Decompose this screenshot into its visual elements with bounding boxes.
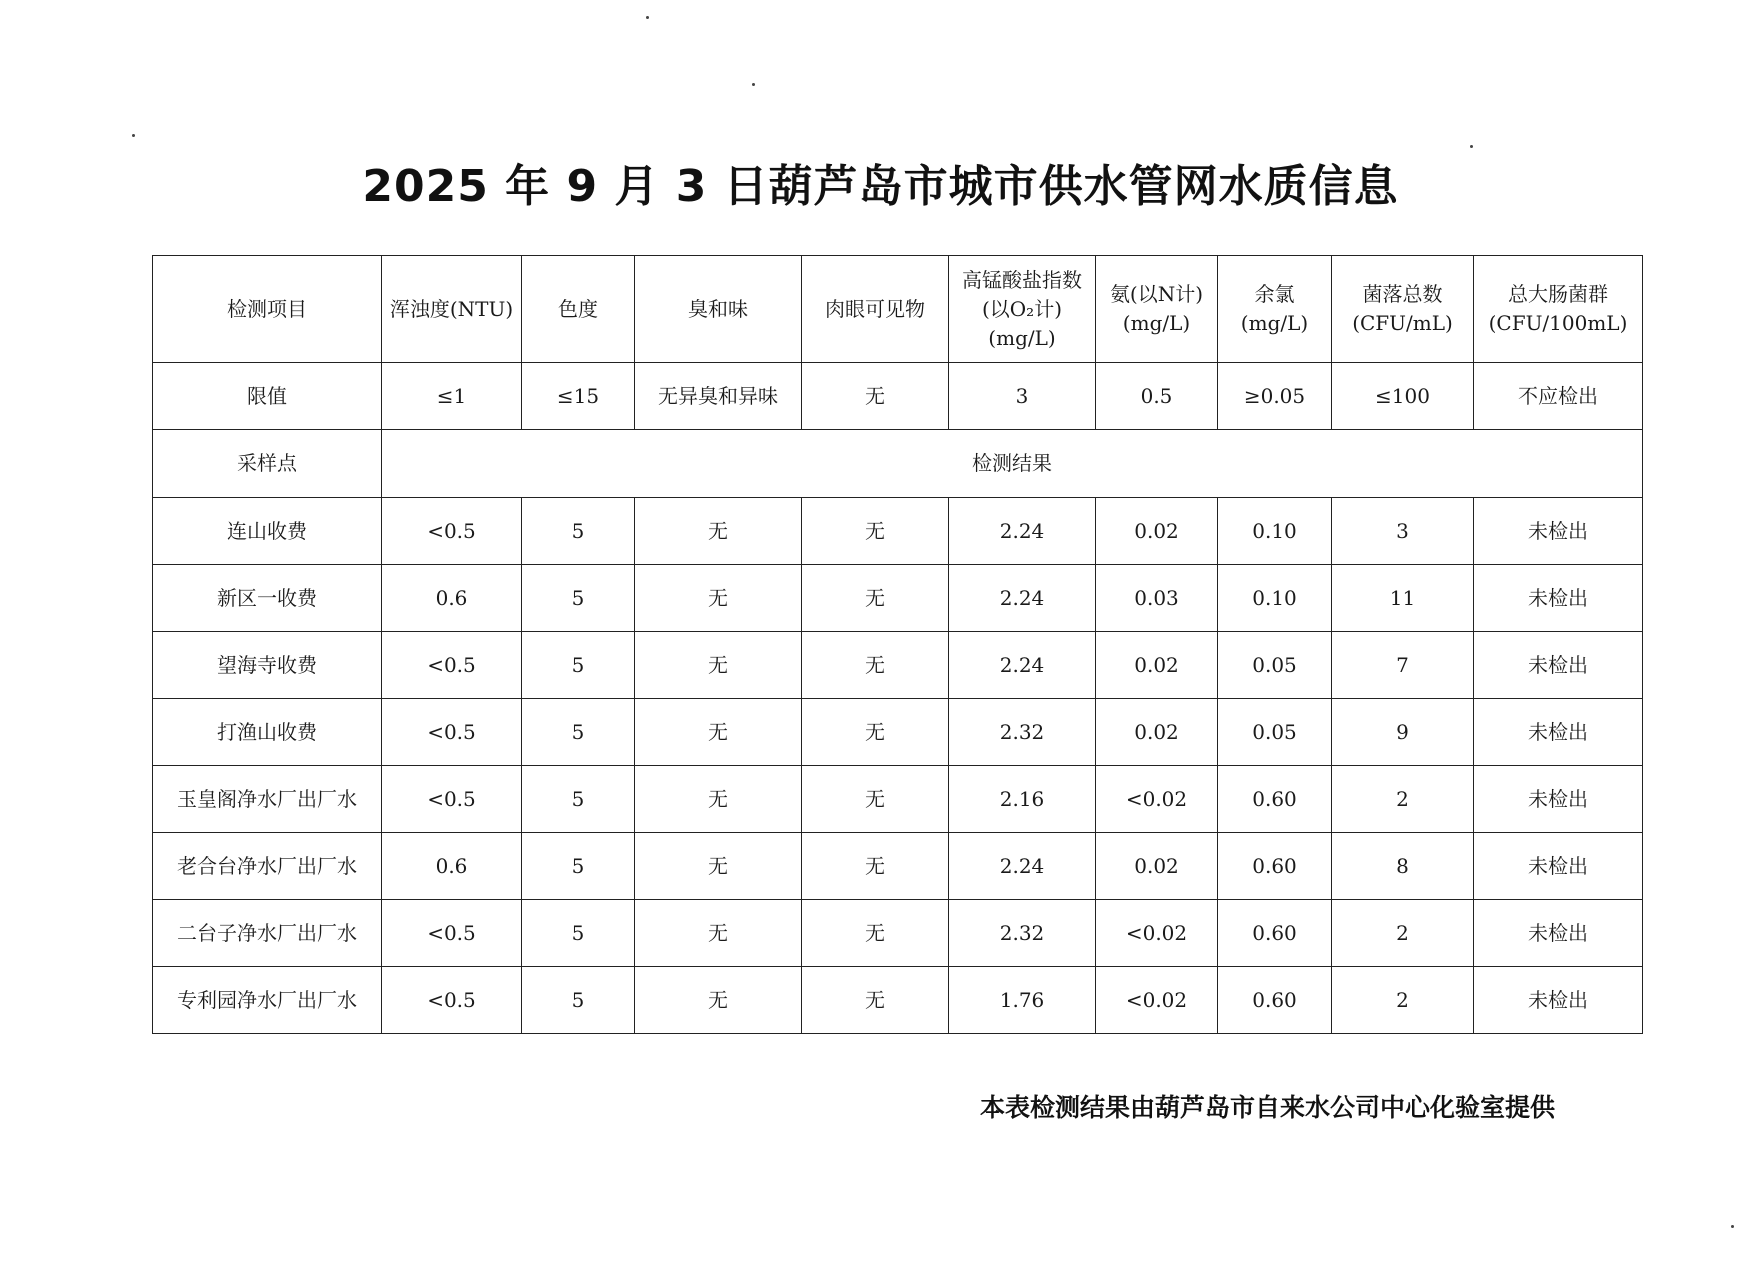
result-cell: 无 xyxy=(635,498,802,565)
result-cell: 5 xyxy=(522,699,635,766)
limit-cell: ≥0.05 xyxy=(1218,363,1332,430)
result-cell: 2.32 xyxy=(949,699,1096,766)
result-cell: 5 xyxy=(522,498,635,565)
result-cell: 0.6 xyxy=(382,833,522,900)
header-cell xyxy=(382,256,522,363)
result-cell: 8 xyxy=(1332,833,1474,900)
limit-row xyxy=(153,363,1643,430)
limit-label: 限值 xyxy=(153,363,382,430)
limit-cell: 不应检出 xyxy=(1474,363,1643,430)
result-cell: <0.5 xyxy=(382,766,522,833)
header-text: (mg/L) xyxy=(1240,311,1309,335)
header-cell xyxy=(802,256,949,363)
result-cell: <0.5 xyxy=(382,900,522,967)
result-cell: 0.60 xyxy=(1218,967,1332,1034)
result-cell: 0.6 xyxy=(382,565,522,632)
result-cell: <0.5 xyxy=(382,632,522,699)
result-cell: 无 xyxy=(635,900,802,967)
table-row xyxy=(153,699,1643,766)
header-cell xyxy=(949,256,1096,363)
result-cell: 未检出 xyxy=(1474,900,1643,967)
result-cell: 0.60 xyxy=(1218,833,1332,900)
result-cell: 2 xyxy=(1332,967,1474,1034)
header-cell xyxy=(635,256,802,363)
result-cell: 9 xyxy=(1332,699,1474,766)
result-cell: <0.02 xyxy=(1096,967,1218,1034)
result-cell: 0.10 xyxy=(1218,498,1332,565)
result-cell: 0.60 xyxy=(1218,766,1332,833)
limit-cell: 无 xyxy=(802,363,949,430)
header-text: 高锰酸盐指数 xyxy=(962,267,1082,292)
result-cell: 2.24 xyxy=(949,632,1096,699)
result-cell: 0.05 xyxy=(1218,699,1332,766)
footer-note: 本表检测结果由葫芦岛市自来水公司中心化验室提供 xyxy=(979,1093,1555,1122)
table-row xyxy=(153,766,1643,833)
results-label: 检测结果 xyxy=(382,430,1643,498)
result-cell: 无 xyxy=(802,632,949,699)
header-text: 氨(以N计) xyxy=(1109,282,1204,306)
result-cell: 未检出 xyxy=(1474,766,1643,833)
sample-heading-row xyxy=(153,430,1643,498)
table-row xyxy=(153,632,1643,699)
header-cell xyxy=(1474,256,1643,363)
table-row xyxy=(153,900,1643,967)
result-cell: 2.32 xyxy=(949,900,1096,967)
result-cell: 未检出 xyxy=(1474,632,1643,699)
result-cell: 5 xyxy=(522,833,635,900)
sample-point-name: 专利园净水厂出厂水 xyxy=(153,967,382,1034)
limit-cell: ≤100 xyxy=(1332,363,1474,430)
result-cell: 2.24 xyxy=(949,565,1096,632)
result-cell: 未检出 xyxy=(1474,565,1643,632)
result-cell: 5 xyxy=(522,967,635,1034)
result-cell: 无 xyxy=(635,967,802,1034)
sample-point-label: 采样点 xyxy=(153,430,382,498)
result-cell: 5 xyxy=(522,900,635,967)
limit-cell: 无异臭和异味 xyxy=(635,363,802,430)
result-cell: 0.02 xyxy=(1096,699,1218,766)
result-cell: 未检出 xyxy=(1474,498,1643,565)
sample-point-name: 玉皇阁净水厂出厂水 xyxy=(153,766,382,833)
result-cell: 0.02 xyxy=(1096,498,1218,565)
sample-point-name: 连山收费 xyxy=(153,498,382,565)
table-row xyxy=(153,833,1643,900)
header-cell xyxy=(1332,256,1474,363)
header-text: 余氯 xyxy=(1254,282,1295,306)
result-cell: 2 xyxy=(1332,766,1474,833)
sample-point-name: 新区一收费 xyxy=(153,565,382,632)
result-cell: 无 xyxy=(802,498,949,565)
header-text: 肉眼可见物 xyxy=(825,296,925,321)
result-cell: 无 xyxy=(635,632,802,699)
result-cell: 无 xyxy=(802,900,949,967)
sample-point-name: 望海寺收费 xyxy=(153,632,382,699)
result-cell: 11 xyxy=(1332,565,1474,632)
result-cell: 无 xyxy=(635,766,802,833)
result-cell: 无 xyxy=(802,565,949,632)
table-row xyxy=(153,967,1643,1034)
result-cell: 2.24 xyxy=(949,498,1096,565)
result-cell: <0.5 xyxy=(382,498,522,565)
limit-cell: 0.5 xyxy=(1096,363,1218,430)
result-cell: 5 xyxy=(522,632,635,699)
result-cell: 无 xyxy=(802,833,949,900)
header-text: (以O₂计) xyxy=(981,296,1063,321)
result-cell: 无 xyxy=(802,967,949,1034)
result-cell: 无 xyxy=(802,699,949,766)
header-cell xyxy=(153,256,382,363)
result-cell: 7 xyxy=(1332,632,1474,699)
header-text: 菌落总数 xyxy=(1362,282,1443,306)
result-cell: 0.02 xyxy=(1096,632,1218,699)
result-cell: <0.02 xyxy=(1096,900,1218,967)
header-text: (CFU/100mL) xyxy=(1488,311,1628,335)
result-cell: 0.02 xyxy=(1096,833,1218,900)
result-cell: 0.10 xyxy=(1218,565,1332,632)
result-cell: 0.05 xyxy=(1218,632,1332,699)
result-cell: 无 xyxy=(635,833,802,900)
table-row xyxy=(153,498,1643,565)
header-cell xyxy=(1096,256,1218,363)
sample-point-name: 打渔山收费 xyxy=(153,699,382,766)
limit-cell: ≤15 xyxy=(522,363,635,430)
result-cell: <0.02 xyxy=(1096,766,1218,833)
header-cell xyxy=(1218,256,1332,363)
header-text: 检测项目 xyxy=(227,296,307,321)
header-text: (CFU/mL) xyxy=(1352,311,1453,335)
table-row xyxy=(153,565,1643,632)
header-text: 色度 xyxy=(558,296,598,321)
result-cell: 5 xyxy=(522,565,635,632)
sample-point-name: 老合台净水厂出厂水 xyxy=(153,833,382,900)
result-cell: <0.5 xyxy=(382,699,522,766)
water-quality-table xyxy=(152,255,1643,1034)
result-cell: 无 xyxy=(635,565,802,632)
result-cell: 3 xyxy=(1332,498,1474,565)
result-cell: 未检出 xyxy=(1474,967,1643,1034)
result-cell: 无 xyxy=(802,766,949,833)
header-text: 臭和味 xyxy=(688,296,748,321)
result-cell: <0.5 xyxy=(382,967,522,1034)
header-cell xyxy=(522,256,635,363)
result-cell: 2.16 xyxy=(949,766,1096,833)
result-cell: 无 xyxy=(635,699,802,766)
sample-point-name: 二台子净水厂出厂水 xyxy=(153,900,382,967)
result-cell: 未检出 xyxy=(1474,833,1643,900)
header-row xyxy=(153,256,1643,363)
result-cell: 0.03 xyxy=(1096,565,1218,632)
result-cell: 2 xyxy=(1332,900,1474,967)
header-text: (mg/L) xyxy=(988,325,1056,350)
result-cell: 0.60 xyxy=(1218,900,1332,967)
result-cell: 2.24 xyxy=(949,833,1096,900)
limit-cell: ≤1 xyxy=(382,363,522,430)
header-text: 总大肠菌群 xyxy=(1508,282,1608,306)
result-cell: 未检出 xyxy=(1474,699,1643,766)
result-cell: 5 xyxy=(522,766,635,833)
page-title: 2025 年 9 月 3 日葫芦岛市城市供水管网水质信息 xyxy=(362,161,1399,212)
header-text: (mg/L) xyxy=(1122,311,1191,335)
result-cell: 1.76 xyxy=(949,967,1096,1034)
header-text: 浑浊度(NTU) xyxy=(389,296,514,321)
limit-cell: 3 xyxy=(949,363,1096,430)
